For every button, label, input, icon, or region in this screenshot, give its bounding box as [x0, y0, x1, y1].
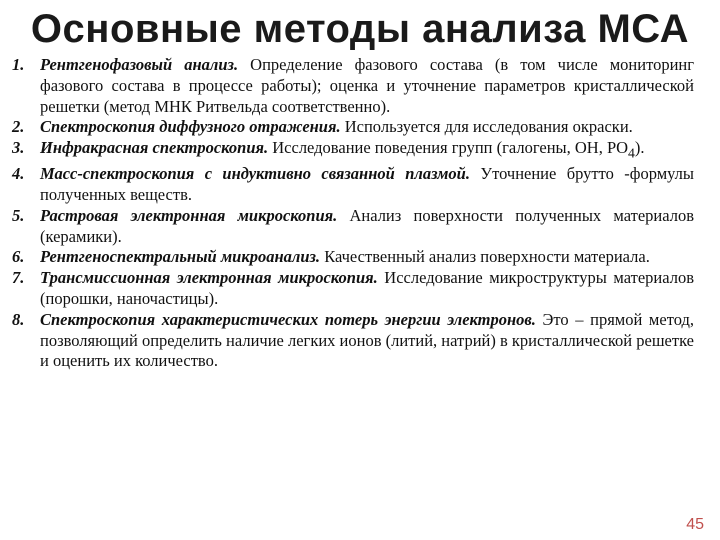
list-item [12, 247, 694, 268]
method-name: Растровая электронная микроскопия. [40, 205, 338, 225]
list-item [12, 206, 694, 248]
list-item [12, 55, 694, 117]
list-item [12, 164, 694, 206]
list-item [12, 138, 694, 164]
item-number: 6. [12, 247, 25, 267]
methods-list [12, 55, 694, 372]
item-number: 2. [12, 117, 25, 137]
item-body [40, 247, 694, 268]
item-number: 3. [12, 138, 25, 158]
item-body [40, 206, 694, 248]
method-description: Уточнение брутто -формулы полученных веществ. [40, 164, 694, 205]
item-body [40, 138, 694, 164]
item-body [40, 117, 694, 138]
method-description: Качественный анализ поверхности материала. [320, 247, 650, 267]
method-description: Это – прямой метод, позволяющий определить наличие легких ионов (литий, натрий) в кристаллической решетке и оценить их количество. [40, 309, 694, 371]
item-number: 5. [12, 205, 25, 225]
list-item [12, 268, 694, 310]
list-item [12, 310, 694, 372]
method-description: Исследование микроструктуры материалов (порошки, наночастицы). [40, 268, 694, 309]
list-item [12, 117, 694, 138]
method-name: Инфракрасная спектроскопия. [40, 138, 269, 158]
item-number: 4. [12, 164, 25, 184]
method-description: Исследование поведения групп (галогены, OH, PO [268, 138, 629, 158]
item-body [40, 310, 694, 372]
method-name: Рентгенофазовый анализ. [40, 55, 239, 74]
method-description: Используется для исследования окраски. [340, 117, 633, 137]
page-number: 45 [686, 516, 704, 533]
method-name: Спектроскопия характеристических потерь энергии электронов. [40, 309, 536, 329]
method-name: Спектроскопия диффузного отражения. [40, 117, 341, 137]
method-name: Рентгеноспектральный микроанализ. [40, 247, 321, 267]
method-name: Трансмиссионная электронная микроскопия. [40, 268, 378, 288]
item-number: 1. [12, 55, 25, 74]
method-description-tail: ). [634, 138, 645, 158]
method-name: Масс-спектроскопия с индуктивно связанной плазмой. [40, 164, 470, 184]
slide-title: Основные методы анализа МСА [30, 7, 690, 51]
item-number: 8. [12, 309, 25, 329]
subscript: 4 [628, 145, 635, 161]
item-body [40, 164, 694, 206]
item-body [40, 268, 694, 310]
item-body [40, 55, 694, 117]
method-description: Анализ поверхности полученных материалов (керамики). [40, 205, 694, 246]
item-number: 7. [12, 268, 25, 288]
method-description: Определение фазового состава (в том числе мониторинг фазового состава в процессе работы); оценка и уточнение параметров кристаллической решетки (метод МНК Ритвельда соответственно). [40, 55, 694, 116]
